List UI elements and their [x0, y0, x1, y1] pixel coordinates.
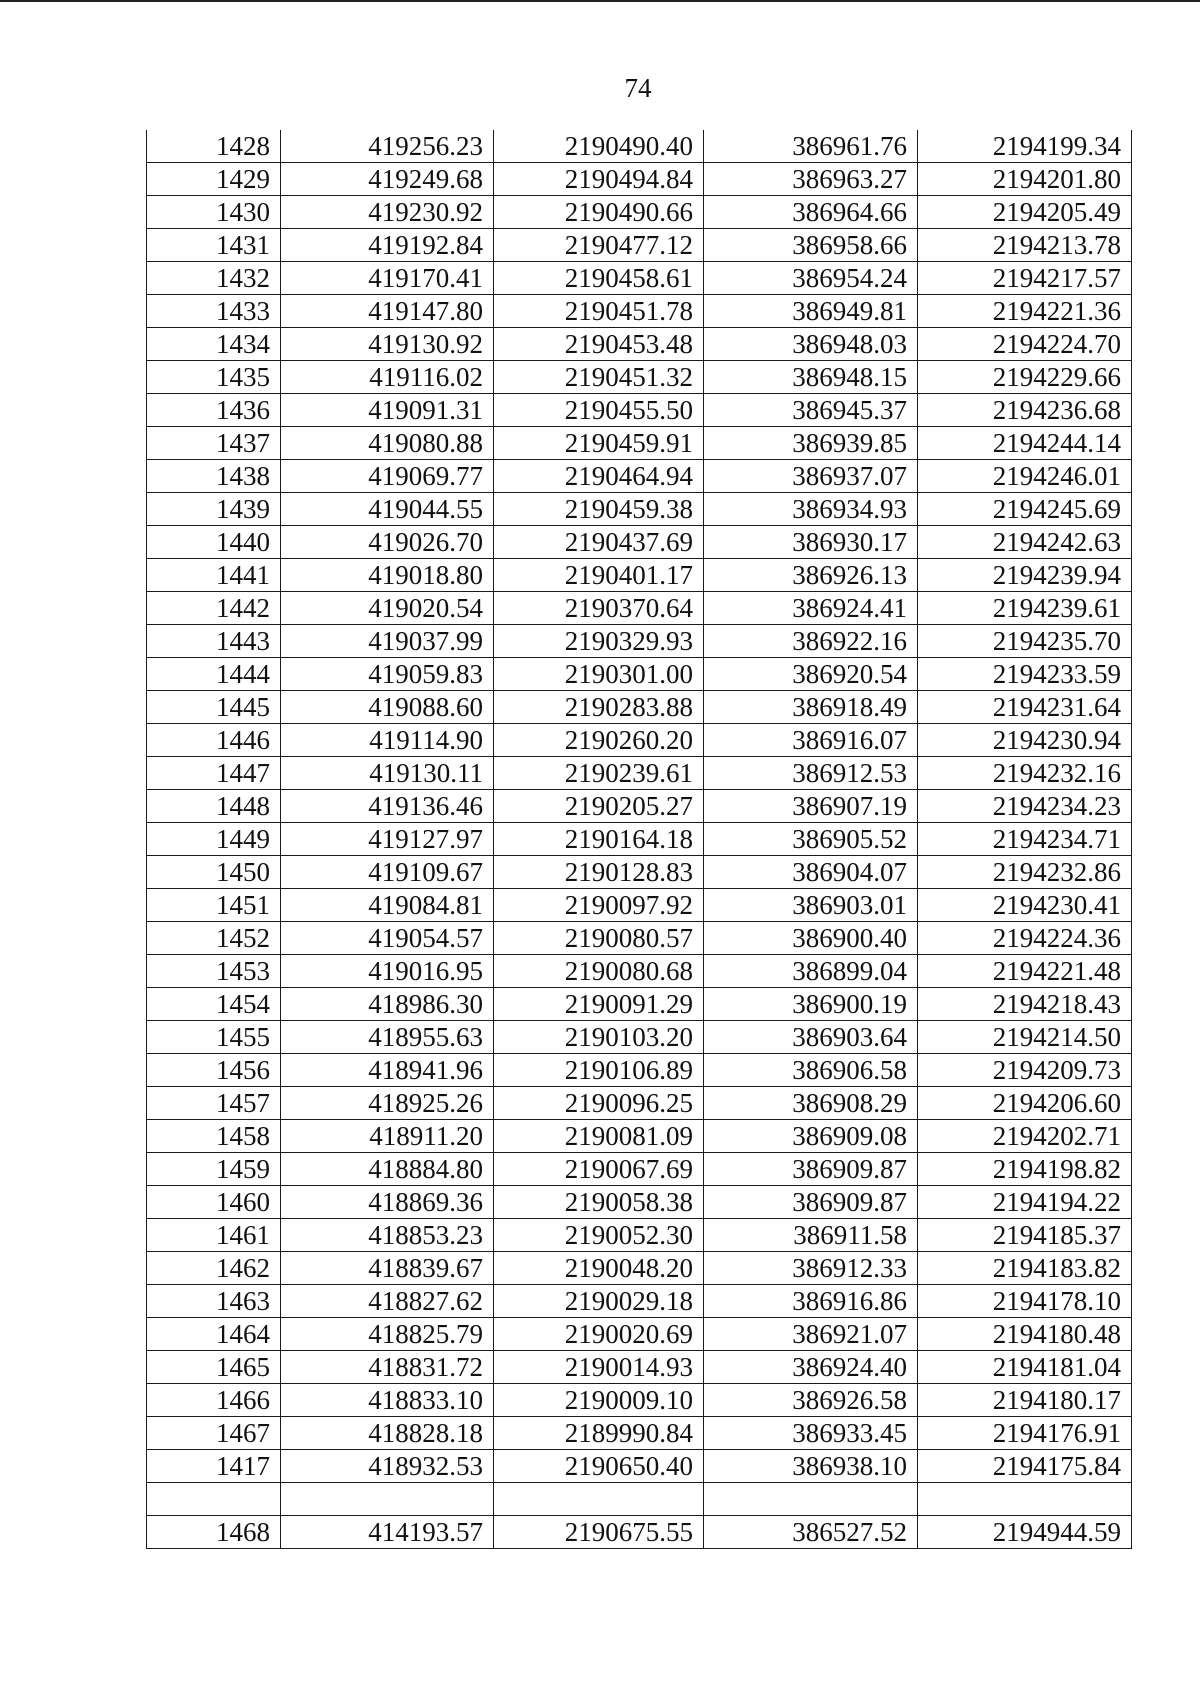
y-coordinate-cell: 2189990.84: [494, 1417, 704, 1450]
x-coordinate-cell: 419084.81: [281, 889, 494, 922]
table-row: [147, 1021, 1132, 1054]
x2-coordinate-cell: 386903.64: [704, 1021, 918, 1054]
x2-coordinate-cell: 386954.24: [704, 262, 918, 295]
x-coordinate-cell: 418941.96: [281, 1054, 494, 1087]
table-row: [147, 1285, 1132, 1318]
y2-coordinate-cell: 2194242.63: [918, 526, 1132, 559]
y2-coordinate-cell: 2194221.48: [918, 955, 1132, 988]
x-coordinate-cell: 419026.70: [281, 526, 494, 559]
x-coordinate-cell: 418932.53: [281, 1450, 494, 1483]
x-coordinate-cell: 419230.92: [281, 196, 494, 229]
x-coordinate-cell: 419037.99: [281, 625, 494, 658]
point-id-cell: 1448: [147, 790, 281, 823]
x2-coordinate-cell: 386964.66: [704, 196, 918, 229]
y2-coordinate-cell: 2194214.50: [918, 1021, 1132, 1054]
y-coordinate-cell: 2190401.17: [494, 559, 704, 592]
point-id-cell: 1430: [147, 196, 281, 229]
point-id-cell: 1455: [147, 1021, 281, 1054]
y2-coordinate-cell: 2194245.69: [918, 493, 1132, 526]
x2-coordinate-cell: 386903.01: [704, 889, 918, 922]
y-coordinate-cell: 2190459.38: [494, 493, 704, 526]
table-row: [147, 1219, 1132, 1252]
y-coordinate-cell: 2190458.61: [494, 262, 704, 295]
x2-coordinate-cell: 386911.58: [704, 1219, 918, 1252]
table-row: [147, 1153, 1132, 1186]
x-coordinate-cell: 419020.54: [281, 592, 494, 625]
y2-coordinate-cell: 2194180.48: [918, 1318, 1132, 1351]
x-coordinate-cell: 419080.88: [281, 427, 494, 460]
point-id-cell: 1462: [147, 1252, 281, 1285]
y2-coordinate-cell: 2194202.71: [918, 1120, 1132, 1153]
y-coordinate-cell: 2190675.55: [494, 1516, 704, 1549]
table-row: [147, 658, 1132, 691]
x2-coordinate-cell: 386905.52: [704, 823, 918, 856]
x2-coordinate-cell: 386945.37: [704, 394, 918, 427]
y2-coordinate-cell: 2194180.17: [918, 1384, 1132, 1417]
point-id-cell: 1441: [147, 559, 281, 592]
table-row: [147, 1054, 1132, 1087]
x-coordinate-cell: 418955.63: [281, 1021, 494, 1054]
y2-coordinate-cell: [918, 1483, 1132, 1516]
x-coordinate-cell: 419116.02: [281, 361, 494, 394]
x2-coordinate-cell: 386906.58: [704, 1054, 918, 1087]
x-coordinate-cell: 419130.11: [281, 757, 494, 790]
x-coordinate-cell: 418925.26: [281, 1087, 494, 1120]
x2-coordinate-cell: 386900.19: [704, 988, 918, 1021]
x-coordinate-cell: 419249.68: [281, 163, 494, 196]
table-row: [147, 724, 1132, 757]
y-coordinate-cell: 2190453.48: [494, 328, 704, 361]
table-row: [147, 691, 1132, 724]
y-coordinate-cell: 2190080.57: [494, 922, 704, 955]
x2-coordinate-cell: 386949.81: [704, 295, 918, 328]
table-row: [147, 757, 1132, 790]
point-id-cell: 1447: [147, 757, 281, 790]
x2-coordinate-cell: 386918.49: [704, 691, 918, 724]
x-coordinate-cell: 419016.95: [281, 955, 494, 988]
point-id-cell: 1468: [147, 1516, 281, 1549]
x-coordinate-cell: 418839.67: [281, 1252, 494, 1285]
table-row: [147, 592, 1132, 625]
table-row: [147, 988, 1132, 1021]
y2-coordinate-cell: 2194178.10: [918, 1285, 1132, 1318]
y-coordinate-cell: 2190014.93: [494, 1351, 704, 1384]
point-id-cell: 1438: [147, 460, 281, 493]
table-row: [147, 790, 1132, 823]
point-id-cell: [147, 1483, 281, 1516]
point-id-cell: 1465: [147, 1351, 281, 1384]
x2-coordinate-cell: 386926.58: [704, 1384, 918, 1417]
x-coordinate-cell: 418911.20: [281, 1120, 494, 1153]
y2-coordinate-cell: 2194199.34: [918, 130, 1132, 163]
y2-coordinate-cell: 2194224.70: [918, 328, 1132, 361]
y2-coordinate-cell: 2194239.61: [918, 592, 1132, 625]
point-id-cell: 1442: [147, 592, 281, 625]
y2-coordinate-cell: 2194221.36: [918, 295, 1132, 328]
x-coordinate-cell: 418833.10: [281, 1384, 494, 1417]
point-id-cell: 1460: [147, 1186, 281, 1219]
table-row: [147, 559, 1132, 592]
table-row: [147, 922, 1132, 955]
point-id-cell: 1436: [147, 394, 281, 427]
x-coordinate-cell: 419192.84: [281, 229, 494, 262]
table-row: [147, 1483, 1132, 1516]
y-coordinate-cell: 2190650.40: [494, 1450, 704, 1483]
y-coordinate-cell: 2190080.68: [494, 955, 704, 988]
table-row: [147, 889, 1132, 922]
point-id-cell: 1456: [147, 1054, 281, 1087]
y-coordinate-cell: 2190260.20: [494, 724, 704, 757]
x-coordinate-cell: 419091.31: [281, 394, 494, 427]
table-row: [147, 1450, 1132, 1483]
table-row: [147, 1186, 1132, 1219]
x-coordinate-cell: 419044.55: [281, 493, 494, 526]
point-id-cell: 1429: [147, 163, 281, 196]
coordinates-table: [146, 130, 1132, 1549]
table-row: [147, 955, 1132, 988]
y-coordinate-cell: 2190459.91: [494, 427, 704, 460]
x2-coordinate-cell: [704, 1483, 918, 1516]
point-id-cell: 1459: [147, 1153, 281, 1186]
y2-coordinate-cell: 2194181.04: [918, 1351, 1132, 1384]
x2-coordinate-cell: 386958.66: [704, 229, 918, 262]
x-coordinate-cell: 418825.79: [281, 1318, 494, 1351]
table-row: [147, 1318, 1132, 1351]
x-coordinate-cell: 419054.57: [281, 922, 494, 955]
y2-coordinate-cell: 2194244.14: [918, 427, 1132, 460]
table-row: [147, 229, 1132, 262]
x2-coordinate-cell: 386904.07: [704, 856, 918, 889]
y-coordinate-cell: 2190239.61: [494, 757, 704, 790]
point-id-cell: 1467: [147, 1417, 281, 1450]
point-id-cell: 1434: [147, 328, 281, 361]
y-coordinate-cell: 2190020.69: [494, 1318, 704, 1351]
x-coordinate-cell: 419147.80: [281, 295, 494, 328]
x-coordinate-cell: 418869.36: [281, 1186, 494, 1219]
x2-coordinate-cell: 386900.40: [704, 922, 918, 955]
y2-coordinate-cell: 2194224.36: [918, 922, 1132, 955]
y-coordinate-cell: [494, 1483, 704, 1516]
table-row: [147, 856, 1132, 889]
x-coordinate-cell: 419130.92: [281, 328, 494, 361]
point-id-cell: 1440: [147, 526, 281, 559]
y2-coordinate-cell: 2194234.71: [918, 823, 1132, 856]
table-row: [147, 361, 1132, 394]
y-coordinate-cell: 2190106.89: [494, 1054, 704, 1087]
y-coordinate-cell: 2190451.32: [494, 361, 704, 394]
y2-coordinate-cell: 2194213.78: [918, 229, 1132, 262]
point-id-cell: 1457: [147, 1087, 281, 1120]
x-coordinate-cell: 419059.83: [281, 658, 494, 691]
x2-coordinate-cell: 386924.41: [704, 592, 918, 625]
y-coordinate-cell: 2190464.94: [494, 460, 704, 493]
point-id-cell: 1437: [147, 427, 281, 460]
x2-coordinate-cell: 386934.93: [704, 493, 918, 526]
x2-coordinate-cell: 386921.07: [704, 1318, 918, 1351]
y2-coordinate-cell: 2194944.59: [918, 1516, 1132, 1549]
y-coordinate-cell: 2190052.30: [494, 1219, 704, 1252]
x-coordinate-cell: 419136.46: [281, 790, 494, 823]
table-row: [147, 1120, 1132, 1153]
x-coordinate-cell: 419256.23: [281, 130, 494, 163]
y2-coordinate-cell: 2194230.94: [918, 724, 1132, 757]
y-coordinate-cell: 2190081.09: [494, 1120, 704, 1153]
table-row: [147, 526, 1132, 559]
y-coordinate-cell: 2190455.50: [494, 394, 704, 427]
x-coordinate-cell: 419109.67: [281, 856, 494, 889]
coordinates-table-body: [147, 130, 1132, 1549]
y-coordinate-cell: 2190490.40: [494, 130, 704, 163]
x2-coordinate-cell: 386527.52: [704, 1516, 918, 1549]
y-coordinate-cell: 2190494.84: [494, 163, 704, 196]
x-coordinate-cell: 419170.41: [281, 262, 494, 295]
point-id-cell: 1461: [147, 1219, 281, 1252]
x2-coordinate-cell: 386948.03: [704, 328, 918, 361]
y-coordinate-cell: 2190301.00: [494, 658, 704, 691]
y2-coordinate-cell: 2194230.41: [918, 889, 1132, 922]
table-row: [147, 1252, 1132, 1285]
x2-coordinate-cell: 386912.53: [704, 757, 918, 790]
y-coordinate-cell: 2190370.64: [494, 592, 704, 625]
y2-coordinate-cell: 2194185.37: [918, 1219, 1132, 1252]
table-row: [147, 493, 1132, 526]
x-coordinate-cell: 419069.77: [281, 460, 494, 493]
table-row: [147, 625, 1132, 658]
y-coordinate-cell: 2190058.38: [494, 1186, 704, 1219]
point-id-cell: 1466: [147, 1384, 281, 1417]
point-id-cell: 1451: [147, 889, 281, 922]
y-coordinate-cell: 2190329.93: [494, 625, 704, 658]
x-coordinate-cell: [281, 1483, 494, 1516]
y2-coordinate-cell: 2194231.64: [918, 691, 1132, 724]
y-coordinate-cell: 2190091.29: [494, 988, 704, 1021]
x-coordinate-cell: 419018.80: [281, 559, 494, 592]
y2-coordinate-cell: 2194239.94: [918, 559, 1132, 592]
y-coordinate-cell: 2190477.12: [494, 229, 704, 262]
table-row: [147, 823, 1132, 856]
table-row: [147, 460, 1132, 493]
y-coordinate-cell: 2190096.25: [494, 1087, 704, 1120]
y2-coordinate-cell: 2194236.68: [918, 394, 1132, 427]
x-coordinate-cell: 418831.72: [281, 1351, 494, 1384]
x2-coordinate-cell: 386912.33: [704, 1252, 918, 1285]
table-row: [147, 262, 1132, 295]
y2-coordinate-cell: 2194183.82: [918, 1252, 1132, 1285]
x2-coordinate-cell: 386916.07: [704, 724, 918, 757]
x-coordinate-cell: 419088.60: [281, 691, 494, 724]
y2-coordinate-cell: 2194233.59: [918, 658, 1132, 691]
x2-coordinate-cell: 386948.15: [704, 361, 918, 394]
x-coordinate-cell: 418827.62: [281, 1285, 494, 1318]
x-coordinate-cell: 418853.23: [281, 1219, 494, 1252]
table-row: [147, 328, 1132, 361]
y2-coordinate-cell: 2194246.01: [918, 460, 1132, 493]
table-row: [147, 130, 1132, 163]
page-number: 74: [624, 73, 652, 103]
y-coordinate-cell: 2190437.69: [494, 526, 704, 559]
y-coordinate-cell: 2190205.27: [494, 790, 704, 823]
y-coordinate-cell: 2190009.10: [494, 1384, 704, 1417]
y2-coordinate-cell: 2194217.57: [918, 262, 1132, 295]
table-row: [147, 394, 1132, 427]
point-id-cell: 1458: [147, 1120, 281, 1153]
table-row: [147, 196, 1132, 229]
y-coordinate-cell: 2190283.88: [494, 691, 704, 724]
x-coordinate-cell: 419114.90: [281, 724, 494, 757]
y2-coordinate-cell: 2194198.82: [918, 1153, 1132, 1186]
x2-coordinate-cell: 386920.54: [704, 658, 918, 691]
point-id-cell: 1449: [147, 823, 281, 856]
page-top-edge: [0, 0, 1200, 2]
x2-coordinate-cell: 386939.85: [704, 427, 918, 460]
point-id-cell: 1446: [147, 724, 281, 757]
y2-coordinate-cell: 2194229.66: [918, 361, 1132, 394]
y2-coordinate-cell: 2194205.49: [918, 196, 1132, 229]
y2-coordinate-cell: 2194206.60: [918, 1087, 1132, 1120]
x2-coordinate-cell: 386938.10: [704, 1450, 918, 1483]
x2-coordinate-cell: 386922.16: [704, 625, 918, 658]
point-id-cell: 1428: [147, 130, 281, 163]
x-coordinate-cell: 414193.57: [281, 1516, 494, 1549]
x2-coordinate-cell: 386907.19: [704, 790, 918, 823]
y-coordinate-cell: 2190103.20: [494, 1021, 704, 1054]
point-id-cell: 1417: [147, 1450, 281, 1483]
y-coordinate-cell: 2190067.69: [494, 1153, 704, 1186]
table-row: [147, 427, 1132, 460]
y-coordinate-cell: 2190029.18: [494, 1285, 704, 1318]
point-id-cell: 1444: [147, 658, 281, 691]
y-coordinate-cell: 2190164.18: [494, 823, 704, 856]
x2-coordinate-cell: 386899.04: [704, 955, 918, 988]
table-row: [147, 1351, 1132, 1384]
point-id-cell: 1453: [147, 955, 281, 988]
y2-coordinate-cell: 2194209.73: [918, 1054, 1132, 1087]
y2-coordinate-cell: 2194232.16: [918, 757, 1132, 790]
y-coordinate-cell: 2190097.92: [494, 889, 704, 922]
x2-coordinate-cell: 386930.17: [704, 526, 918, 559]
x-coordinate-cell: 418828.18: [281, 1417, 494, 1450]
x2-coordinate-cell: 386926.13: [704, 559, 918, 592]
table-row: [147, 1516, 1132, 1549]
y-coordinate-cell: 2190048.20: [494, 1252, 704, 1285]
point-id-cell: 1454: [147, 988, 281, 1021]
x2-coordinate-cell: 386961.76: [704, 130, 918, 163]
point-id-cell: 1431: [147, 229, 281, 262]
table-row: [147, 295, 1132, 328]
y-coordinate-cell: 2190128.83: [494, 856, 704, 889]
table-row: [147, 1384, 1132, 1417]
point-id-cell: 1433: [147, 295, 281, 328]
x-coordinate-cell: 419127.97: [281, 823, 494, 856]
x2-coordinate-cell: 386937.07: [704, 460, 918, 493]
table-row: [147, 163, 1132, 196]
point-id-cell: 1445: [147, 691, 281, 724]
x2-coordinate-cell: 386924.40: [704, 1351, 918, 1384]
table-row: [147, 1417, 1132, 1450]
point-id-cell: 1439: [147, 493, 281, 526]
y2-coordinate-cell: 2194201.80: [918, 163, 1132, 196]
x-coordinate-cell: 418884.80: [281, 1153, 494, 1186]
x2-coordinate-cell: 386963.27: [704, 163, 918, 196]
x2-coordinate-cell: 386909.87: [704, 1186, 918, 1219]
x-coordinate-cell: 418986.30: [281, 988, 494, 1021]
point-id-cell: 1432: [147, 262, 281, 295]
point-id-cell: 1463: [147, 1285, 281, 1318]
point-id-cell: 1452: [147, 922, 281, 955]
y2-coordinate-cell: 2194232.86: [918, 856, 1132, 889]
point-id-cell: 1435: [147, 361, 281, 394]
x2-coordinate-cell: 386933.45: [704, 1417, 918, 1450]
point-id-cell: 1443: [147, 625, 281, 658]
y2-coordinate-cell: 2194176.91: [918, 1417, 1132, 1450]
table-row: [147, 1087, 1132, 1120]
y2-coordinate-cell: 2194234.23: [918, 790, 1132, 823]
point-id-cell: 1450: [147, 856, 281, 889]
y-coordinate-cell: 2190490.66: [494, 196, 704, 229]
x2-coordinate-cell: 386909.87: [704, 1153, 918, 1186]
y2-coordinate-cell: 2194218.43: [918, 988, 1132, 1021]
x2-coordinate-cell: 386916.86: [704, 1285, 918, 1318]
y2-coordinate-cell: 2194194.22: [918, 1186, 1132, 1219]
y-coordinate-cell: 2190451.78: [494, 295, 704, 328]
point-id-cell: 1464: [147, 1318, 281, 1351]
x2-coordinate-cell: 386908.29: [704, 1087, 918, 1120]
x2-coordinate-cell: 386909.08: [704, 1120, 918, 1153]
y2-coordinate-cell: 2194235.70: [918, 625, 1132, 658]
y2-coordinate-cell: 2194175.84: [918, 1450, 1132, 1483]
